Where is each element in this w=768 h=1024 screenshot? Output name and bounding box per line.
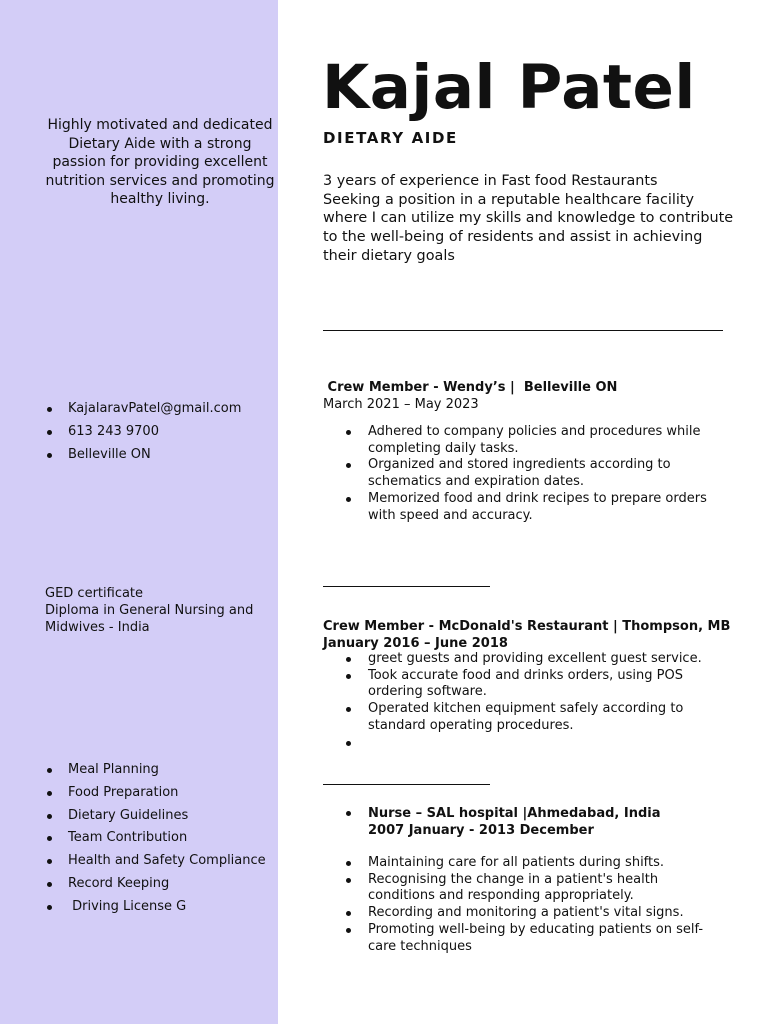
objective-line: to the well-being of residents and assist in achieving [323, 229, 703, 246]
duty-item: Operated kitchen equipment safely according to standard operating procedures. [345, 701, 698, 734]
duty-item: Recognising the change in a patient's health conditions and responding appropriately. [345, 872, 723, 905]
job-role: DIETARY AIDE [323, 129, 458, 147]
contact-phone: 613 243 9700 [45, 421, 241, 444]
section-divider [323, 784, 490, 785]
job-header-nurse [345, 805, 661, 839]
skill-item: Driving License G [45, 896, 266, 919]
job-dates: January 2016 – June 2018 [323, 636, 508, 651]
bullet-dot [346, 811, 351, 816]
job-dates: March 2021 – May 2023 [323, 397, 479, 412]
contact-email: KajalaravPatel@gmail.com [45, 398, 241, 421]
education-line: Diploma in General Nursing and [45, 603, 254, 618]
job-title: Crew Member - McDonald's Restaurant | Thompson, MB [323, 619, 731, 634]
skill-item: Meal Planning [45, 759, 266, 782]
skill-item: Food Preparation [45, 782, 266, 805]
job-dates: 2007 January - 2013 December [368, 823, 594, 838]
duty-item: Recording and monitoring a patient's vital signs. [345, 905, 723, 922]
duty-item: Promoting well-being by educating patients on self-care techniques [345, 922, 723, 955]
skill-item: Health and Safety Compliance [45, 850, 266, 873]
skill-item: Dietary Guidelines [45, 805, 266, 828]
duty-item [345, 735, 702, 752]
duty-item: Adhered to company policies and procedures while completing daily tasks. [345, 424, 723, 457]
education-section [45, 585, 253, 636]
objective-text [323, 172, 733, 266]
duty-item: Organized and stored ingredients according to schematics and expiration dates. [345, 457, 723, 490]
objective-line: where I can utilize my skills and knowledge to contribute [323, 210, 734, 227]
education-line: Midwives - India [45, 620, 150, 635]
job-duties-nurse [345, 855, 723, 955]
job-duties-wendys [345, 424, 723, 524]
duty-item: greet guests and providing excellent guest service. [345, 651, 702, 668]
objective-line: Seeking a position in a reputable healthcare facility [323, 191, 695, 208]
duty-item: Maintaining care for all patients during shifts. [345, 855, 723, 872]
skill-item: Record Keeping [45, 873, 266, 896]
education-line: GED certificate [45, 586, 144, 601]
contact-location: Belleville ON [45, 444, 241, 467]
section-divider [323, 586, 490, 587]
duty-item: Took accurate food and drinks orders, using POS ordering software. [345, 668, 698, 701]
duty-item: Memorized food and drink recipes to prepare orders with speed and accuracy. [345, 491, 723, 524]
objective-line: their dietary goals [323, 247, 455, 264]
profile-summary: Highly motivated and dedicated Dietary Aide with a strong passion for providing excellent nutrition services and promoting healthy living. [45, 117, 275, 207]
candidate-name: Kajal Patel [322, 52, 696, 123]
objective-line: 3 years of experience in Fast food Restaurants [323, 173, 658, 189]
job-duties-mcdonalds [345, 651, 702, 751]
contact-list [45, 398, 241, 466]
job-header-wendys [323, 379, 617, 413]
job-title: Crew Member - Wendy’s | Belleville ON [323, 380, 618, 395]
skills-list [45, 759, 266, 919]
skill-item: Team Contribution [45, 827, 266, 850]
job-header-mcdonalds [323, 618, 730, 652]
section-divider [323, 330, 723, 331]
job-title: Nurse – SAL hospital |Ahmedabad, India [368, 806, 661, 821]
